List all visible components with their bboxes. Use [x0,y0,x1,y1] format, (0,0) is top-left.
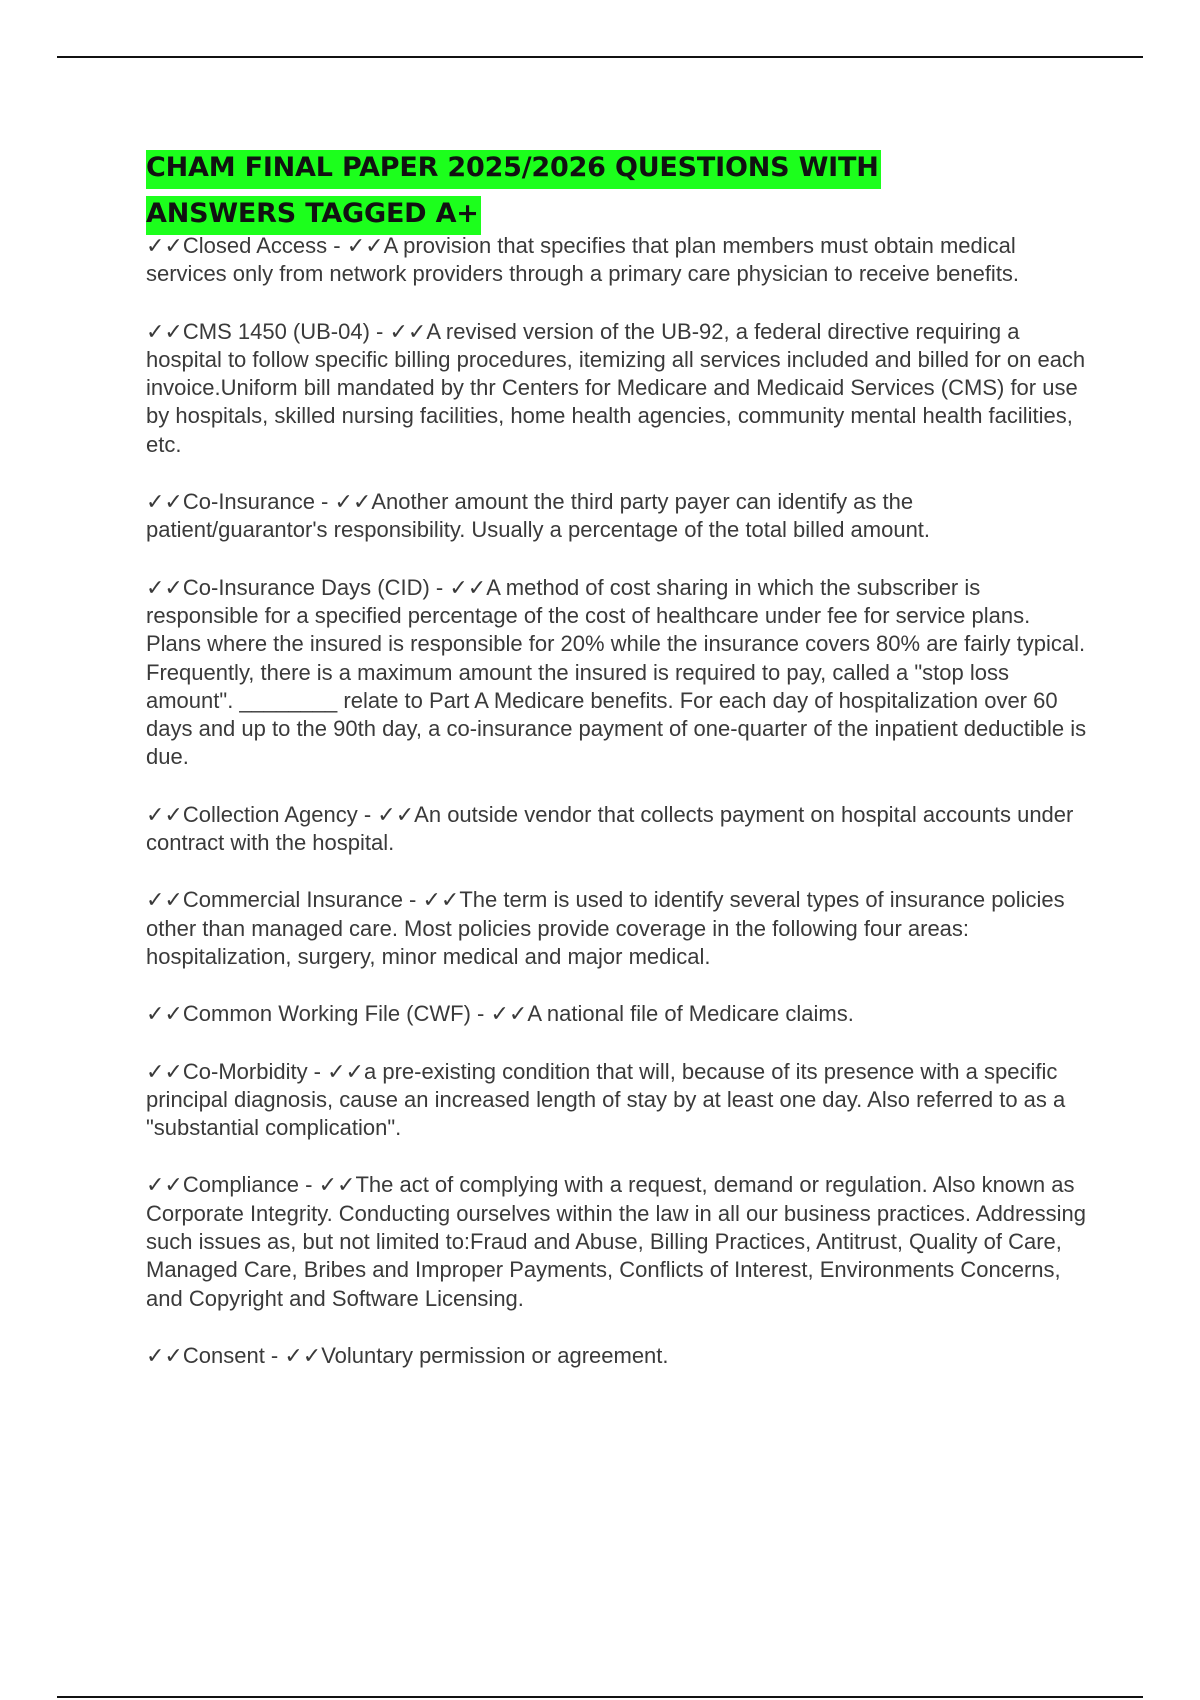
glossary-entry-common-working-file: ✓✓Common Working File (CWF) - ✓✓A national file of Medicare claims. [146,1001,854,1027]
top-rule [57,56,1143,58]
glossary-entry-compliance: ✓✓Compliance - ✓✓The act of complying with a request, demand or regulation. Also known as Corporate Integrity. Conducting ourselves within the law in all our business practices. Addressing such issues as, but not limited to:Fraud and Abuse, Billing Practices, Antitrust, Quality of Care, Managed Care, Bribes and Improper Payments, Conflicts of Interest, Environments Concerns, and Copyright and Software Licensing. [146,1172,1086,1311]
glossary-list [146,232,1091,1399]
glossary-entry-collection-agency: ✓✓Collection Agency - ✓✓An outside vendor that collects payment on hospital accounts under contract with the hospital. [146,801,1074,856]
glossary-entry-co-insurance-days: ✓✓Co-Insurance Days (CID) - ✓✓A method of cost sharing in which the subscriber is responsible for a specified percentage of the cost of healthcare under fee for service plans. Plans where the insured is responsible for 20% while the insurance covers 80% are fairly typical. Frequently, there is a maximum amount the insured is required to pay, called a "stop loss amount". ________ relate to Part A Medicare benefits. For each day of hospitalization over 60 days and up to the 90th day, a co-insurance payment of one-quarter of the inpatient deductible is due. [146,574,1087,770]
glossary-entry-cms-1450: ✓✓CMS 1450 (UB-04) - ✓✓A revised version of the UB-92, a federal directive requiring a hospital to follow specific billing procedures, itemizing all services included and billed for on each invoice.Uniform bill mandated by thr Centers for Medicare and Medicaid Services (CMS) for use by hospitals, skilled nursing facilities, home health agencies, community mental health facilities, etc. [146,318,1086,457]
glossary-entry-consent: ✓✓Consent - ✓✓Voluntary permission or agreement. [146,1342,669,1368]
glossary-entry-closed-access: ✓✓Closed Access - ✓✓A provision that specifies that plan members must obtain medical services only from network providers through a primary care physician to receive benefits. [146,233,1020,287]
title-highlight: CHAM FINAL PAPER 2025/2026 QUESTIONS WITH ANSWERS TAGGED A+ [146,150,881,235]
glossary-entry-co-insurance: ✓✓Co-Insurance - ✓✓Another amount the third party payer can identify as the patient/guarantor's responsibility. Usually a percentage of the total billed amount. [146,489,931,543]
page-title [146,145,1006,237]
glossary-entry-commercial-insurance: ✓✓Commercial Insurance - ✓✓The term is used to identify several types of insurance policies other than managed care. Most policies provide coverage in the following four areas: hospitalization, surgery, minor medical and major medical. [146,887,1065,969]
bottom-rule [57,1696,1143,1698]
glossary-entry-co-morbidity: ✓✓Co-Morbidity - ✓✓a pre-existing condition that will, because of its presence with a specific principal diagnosis, cause an increased length of stay by at least one day. Also referred to as a "substantial complication". [146,1058,1066,1141]
